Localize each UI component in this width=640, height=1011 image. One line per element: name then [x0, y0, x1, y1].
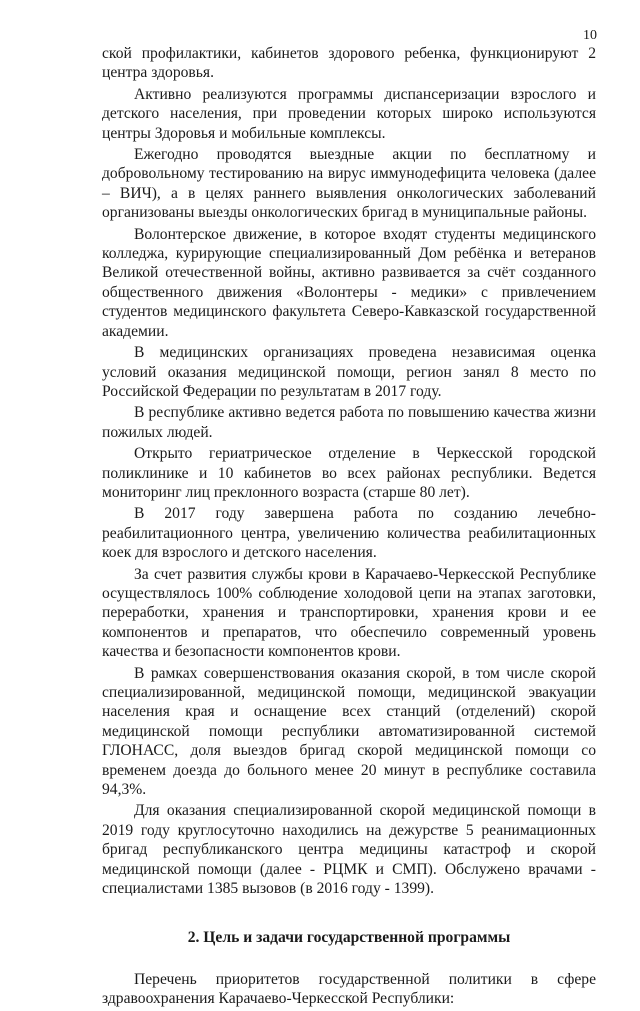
paragraph-11: Для оказания специализированной скорой медицинской помощи в 2019 году круглосуточно находились на дежурстве 5 реанимационных бригад республиканского центра медицины катастроф и скорой медицинской помощи (далее - РЦМК и СМП). Обслужено врачами - специалистами 1385 вызовов (в 2016 году - 1399). — [102, 802, 596, 898]
paragraph-10: В рамках совершенствования оказания скорой, в том числе скорой специализированной, медицинской помощи, медицинской эвакуации населения края и оснащение всех станций (отделений) скорой медицинской помощи республики автоматизированной системой ГЛОНАСС, доля выездов бригад скорой медицинской помощи со временем доезда до больного менее 20 минут в республике составила 94,3%. — [102, 664, 596, 799]
paragraph-5: В медицинских организациях проведена независимая оценка условий оказания медицинской помощи, регион занял 8 место по Российской Федерации по результатам в 2017 году. — [102, 344, 596, 400]
paragraph-8: В 2017 году завершена работа по созданию лечебно-реабилитационного центра, увеличению количества реабилитационных коек для взрослого и детского населения. — [102, 505, 596, 562]
paragraph-9: За счет развития службы крови в Карачаево-Черкесской Республике осуществлялось 100% соблюдение холодовой цепи на этапах заготовки, переработки, хранения и транспортировки, хранения крови и ее компонентов и препаратов, что обеспечило современный уровень качества и безопасности компонентов крови. — [102, 565, 596, 661]
paragraph-7: Открыто гериатрическое отделение в Черкесской городской поликлинике и 10 кабинетов во всех районах республики. Ведется мониторинг лиц преклонного возраста (старше 80 лет). — [102, 445, 596, 501]
page-number: 10 — [583, 28, 597, 43]
paragraph-4: Волонтерское движение, в которое входят студенты медицинского колледжа, курирующие специализированный Дом ребёнка и ветеранов Великой отечественной войны, активно развивается за счёт созданного общественного движения «Волонтеры - медики» с привлечением студентов медицинского факультета Северо-Кавказской государственной академии. — [102, 225, 596, 340]
paragraph-3: Ежегодно проводятся выездные акции по бесплатному и добровольному тестированию на вирус иммунодефицита человека (далее – ВИЧ), а в целях раннего выявления онкологических заболеваний организованы выезды онкологических бригад в муниципальные районы. — [102, 146, 596, 222]
paragraph-1: ской профилактики, кабинетов здорового ребенка, функционируют 2 центра здоровья. — [102, 45, 596, 82]
paragraph-2: Активно реализуются программы диспансеризации взрослого и детского населения, при проведении которых широко используются центры Здоровья и мобильные комплексы. — [102, 85, 596, 142]
paragraph-6: В республике активно ведется работа по повышению качества жизни пожилых людей. — [102, 404, 596, 441]
section-heading: 2. Цель и задачи государственной программы — [187, 929, 511, 947]
closing-paragraph: Перечень приоритетов государственной политики в сфере здравоохранения Карачаево-Черкесской Республики: — [102, 970, 596, 1008]
document-body — [102, 44, 596, 1011]
